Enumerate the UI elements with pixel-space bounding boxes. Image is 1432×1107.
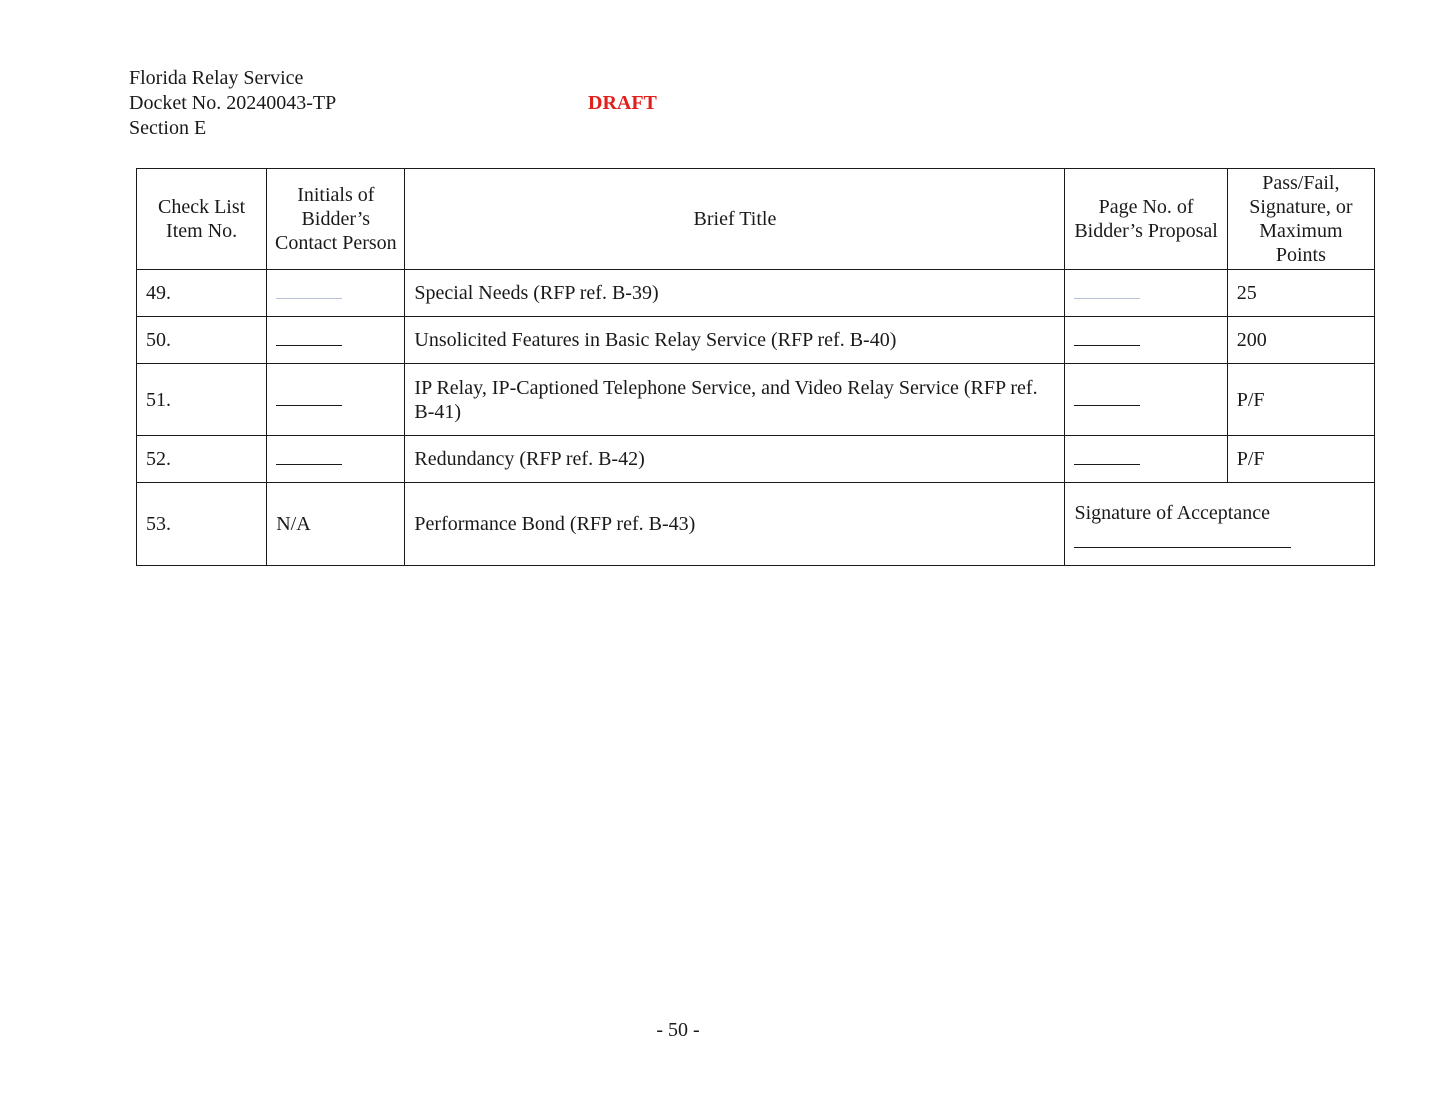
initials-blank[interactable] [267,364,405,436]
signature-line [1074,525,1291,548]
page-no-blank[interactable] [1065,364,1227,436]
organization-name: Florida Relay Service [129,67,304,89]
points-value: 25 [1227,270,1374,317]
initials-line [276,450,342,465]
column-header-page-no: Page No. of Bidder’s Proposal [1065,169,1227,270]
brief-title: Unsolicited Features in Basic Relay Service (RFP ref. B-40) [405,317,1065,364]
table-row [137,317,1375,364]
column-header-points: Pass/Fail, Signature, or Maximum Points [1227,169,1374,270]
table-row [137,270,1375,317]
page-no-blank[interactable] [1065,436,1227,483]
table-row [137,436,1375,483]
brief-title: Performance Bond (RFP ref. B-43) [405,483,1065,566]
item-number: 51. [137,364,267,436]
brief-title: IP Relay, IP-Captioned Telephone Service, and Video Relay Service (RFP ref. B-41) [405,364,1065,436]
page-number: - 50 - [656,1019,700,1041]
initials-blank[interactable] [267,270,405,317]
page-no-blank[interactable] [1065,270,1227,317]
table-row [137,483,1375,566]
brief-title: Special Needs (RFP ref. B-39) [405,270,1065,317]
item-number: 50. [137,317,267,364]
draft-stamp: DRAFT [588,92,657,114]
initials-blank[interactable] [267,436,405,483]
initials-blank[interactable] [267,317,405,364]
initials-line [276,391,342,406]
table-header-row [137,169,1375,270]
signature-label: Signature of Acceptance [1074,501,1270,524]
item-number: 52. [137,436,267,483]
page-no-line [1074,391,1140,406]
points-value: P/F [1227,436,1374,483]
column-header-item-no: Check List Item No. [137,169,267,270]
initials-value: N/A [267,483,405,566]
page-no-line [1074,450,1140,465]
brief-title: Redundancy (RFP ref. B-42) [405,436,1065,483]
signature-cell[interactable] [1065,483,1375,566]
item-number: 53. [137,483,267,566]
column-header-brief-title: Brief Title [405,169,1065,270]
points-value: P/F [1227,364,1374,436]
checklist-table [136,168,1375,566]
initials-line [276,284,342,299]
initials-line [276,331,342,346]
page-no-line [1074,331,1140,346]
item-number: 49. [137,270,267,317]
points-value: 200 [1227,317,1374,364]
column-header-initials: Initials of Bidder’s Contact Person [267,169,405,270]
docket-number: Docket No. 20240043-TP [129,92,337,114]
section-label: Section E [129,117,207,139]
table-row [137,364,1375,436]
page-no-blank[interactable] [1065,317,1227,364]
document-header [129,66,336,141]
page-no-line [1074,284,1140,299]
